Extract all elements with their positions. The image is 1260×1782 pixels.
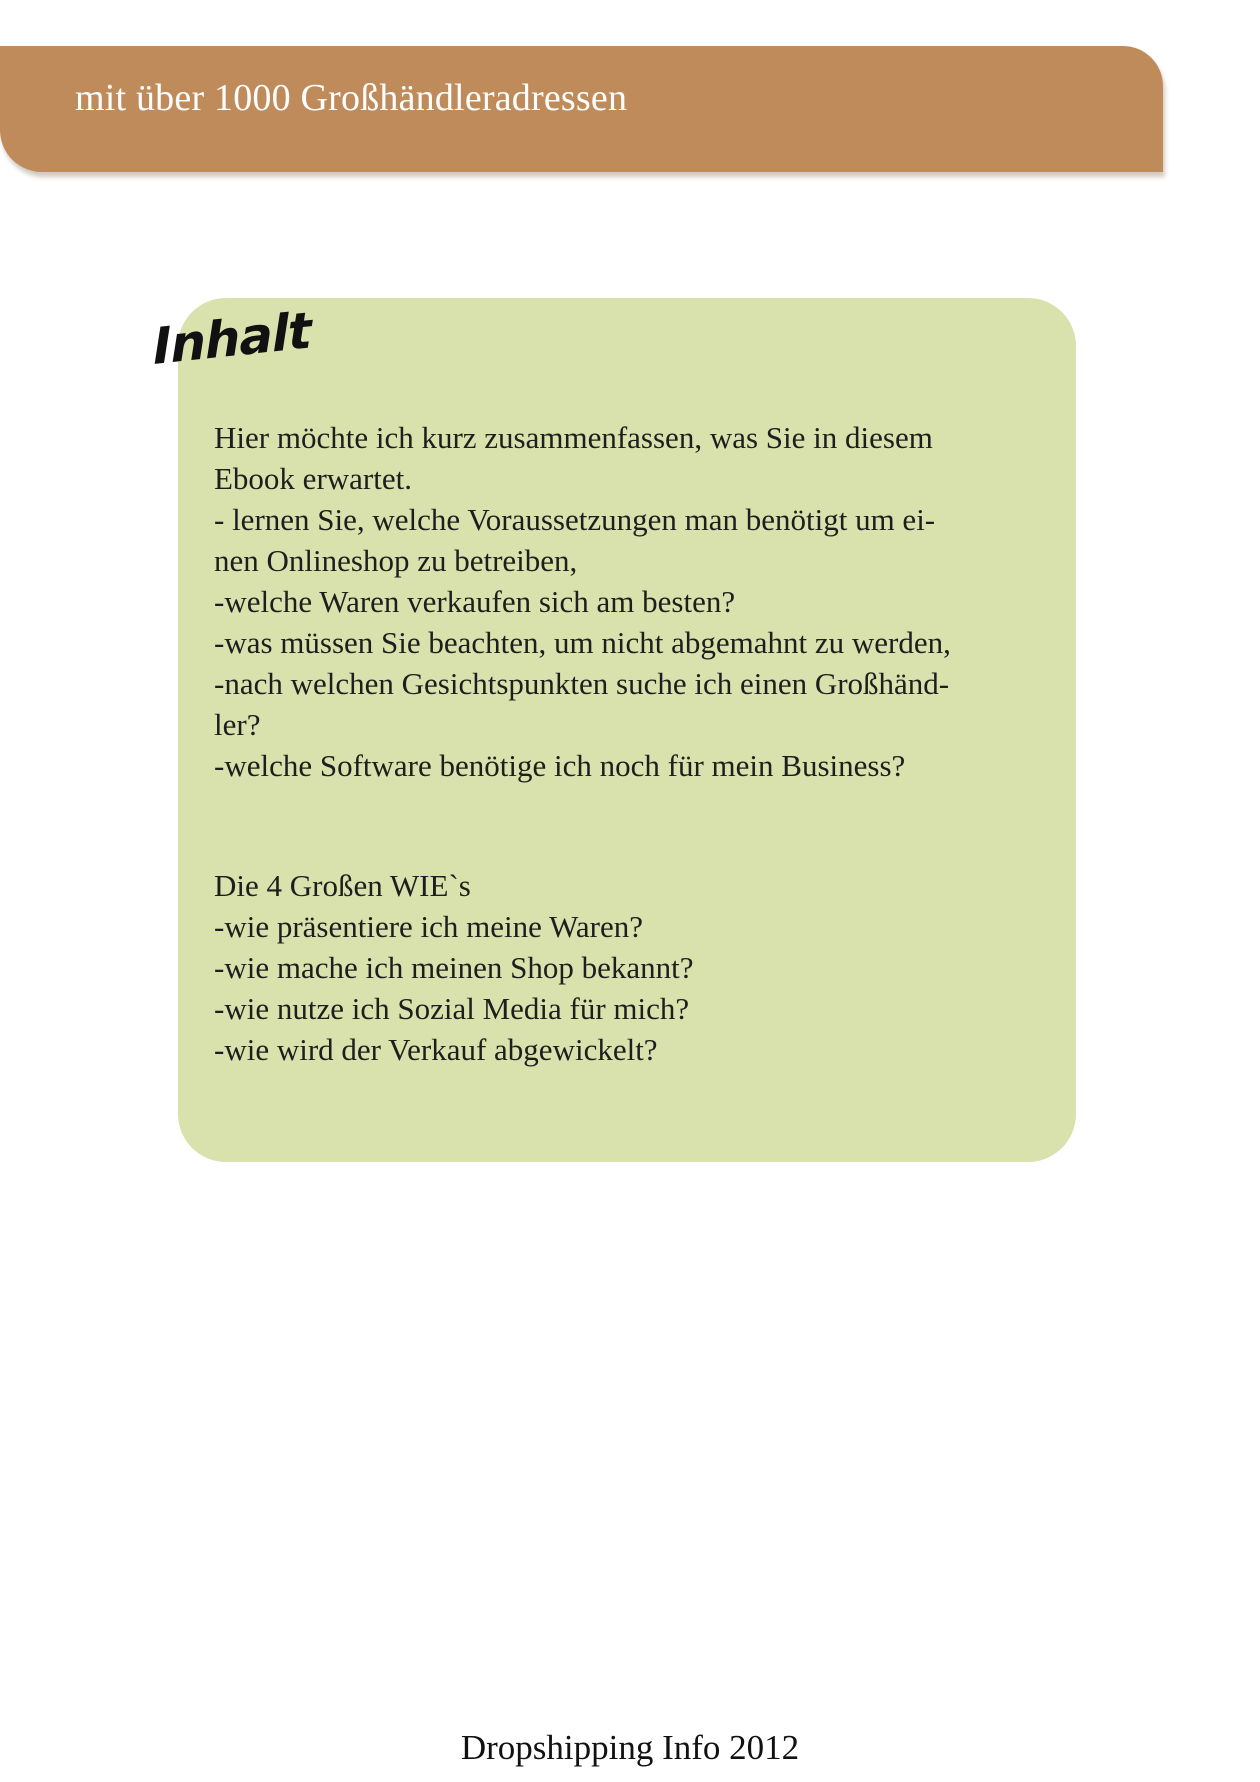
paragraph-gap (214, 786, 1054, 865)
section-heading: Die 4 Großen WIE`s (214, 868, 471, 903)
text-line: -nach welchen Gesichtspunkten suche ich einen Großhänd- (214, 666, 950, 701)
text-line: Hier möchte ich kurz zusammenfassen, was Sie in diesem (214, 420, 933, 455)
text-line: nen Onlineshop zu betreiben, (214, 543, 578, 578)
text-line: Ebook erwartet. (214, 461, 412, 496)
text-line: -was müssen Sie beachten, um nicht abgemahnt zu werden, (214, 625, 951, 660)
header-title: mit über 1000 Großhändleradressen (75, 77, 628, 119)
text-line: -wie wird der Verkauf abgewickelt? (214, 1032, 658, 1067)
text-line: - lernen Sie, welche Voraussetzungen man benötigt um ei- (214, 502, 936, 537)
text-line: -wie nutze ich Sozial Media für mich? (214, 991, 690, 1026)
content-heading: Inhalt (151, 301, 312, 376)
text-line: -wie mache ich meinen Shop bekannt? (214, 950, 694, 985)
text-line: ler? (214, 707, 261, 742)
text-line: -welche Software benötige ich noch für mein Business? (214, 748, 906, 783)
footer-text: Dropshipping Info 2012 (460, 1728, 800, 1767)
header-band (0, 46, 1163, 172)
text-line: -welche Waren verkaufen sich am besten? (214, 584, 736, 619)
content-body (214, 417, 1054, 1070)
text-line: -wie präsentiere ich meine Waren? (214, 909, 643, 944)
